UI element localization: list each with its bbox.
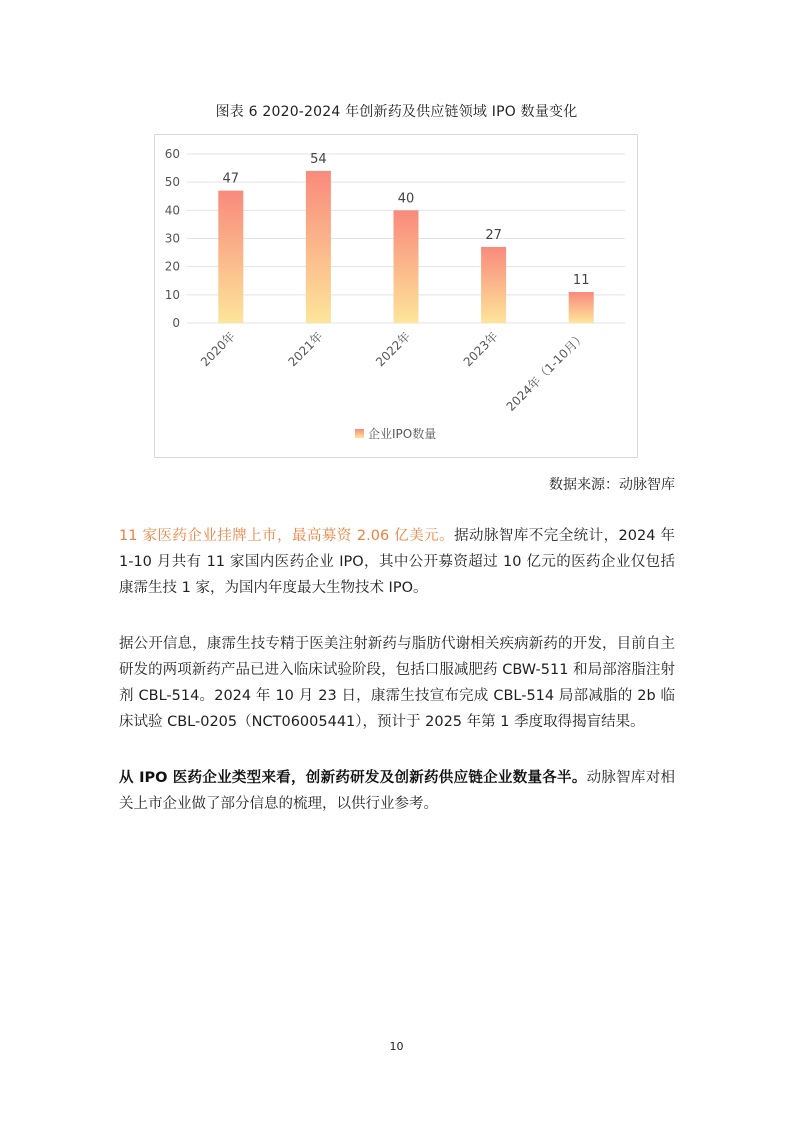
bar-4 xyxy=(569,292,594,323)
data-label: 40 xyxy=(397,191,415,207)
y-tick-label: 40 xyxy=(164,203,180,218)
figure-title: 图表 6 2020-2024 年创新药及供应链领域 IPO 数量变化 xyxy=(215,104,578,120)
bar-chart-svg xyxy=(155,135,639,459)
y-tick-label: 50 xyxy=(164,175,180,190)
data-label: 54 xyxy=(310,151,327,167)
data-label: 47 xyxy=(222,171,240,187)
bar-2 xyxy=(394,210,419,323)
highlight-ipo-count: 11 家医药企业挂牌上市，最高募资 2.06 亿美元。 xyxy=(119,528,455,544)
paragraph-ipo-types-text: 动脉智库对相关上市企业做了部分信息的梳理，以供行业参考。 xyxy=(119,770,675,812)
paragraph-ipo-summary xyxy=(119,523,675,601)
x-tick-label: 2021年 xyxy=(285,329,326,370)
x-tick-label: 2020年 xyxy=(197,329,238,370)
y-tick-label: 60 xyxy=(164,147,180,161)
page-number: 10 xyxy=(389,1040,404,1053)
x-tick-label: 2022年 xyxy=(373,329,414,370)
bar-3 xyxy=(481,247,506,323)
y-tick-label: 30 xyxy=(164,231,180,246)
bar-1 xyxy=(306,171,331,323)
legend-swatch xyxy=(355,429,364,438)
paragraph-ipo-types xyxy=(119,765,675,817)
legend-label: 企业IPO数量 xyxy=(368,427,437,441)
bar-0 xyxy=(218,191,243,323)
data-label: 27 xyxy=(485,227,502,243)
data-source: 数据来源：动脉智库 xyxy=(549,477,675,493)
paragraph-ipo-summary-text: 据动脉智库不完全统计，2024 年 1-10 月共有 11 家国内医药企业 IPO，其中公开募资超过 10 亿元的医药企业仅包括康霈生技 1 家，为国内年度最大生物技术 IPO。 xyxy=(119,528,675,596)
highlight-ipo-types: 从 IPO 医药企业类型来看，创新药研发及创新药供应链企业数量各半。 xyxy=(119,770,587,786)
bar-chart xyxy=(154,134,638,458)
x-tick-label: 2024年（1-10月） xyxy=(503,329,589,414)
y-tick-label: 20 xyxy=(164,259,180,274)
data-label: 11 xyxy=(572,273,590,289)
paragraph-company-info: 据公开信息，康霈生技专精于医美注射新药与脂肪代谢相关疾病新药的开发，目前自主研发的两项新药产品已进入临床试验阶段，包括口服减肥药 CBW-511 和局部溶脂注射剂 CBL-514。2024 年 10 月 23 日，康霈生技宣布完成 CBL-514 局部减脂的 2b 临床试验 CBL-0205（NCT06005441），预计于 2025 年第 1 季度取得揭盲结果。 xyxy=(119,636,675,730)
x-tick-label: 2023年 xyxy=(460,329,501,370)
y-tick-label: 0 xyxy=(172,316,180,330)
y-tick-label: 10 xyxy=(164,287,180,302)
